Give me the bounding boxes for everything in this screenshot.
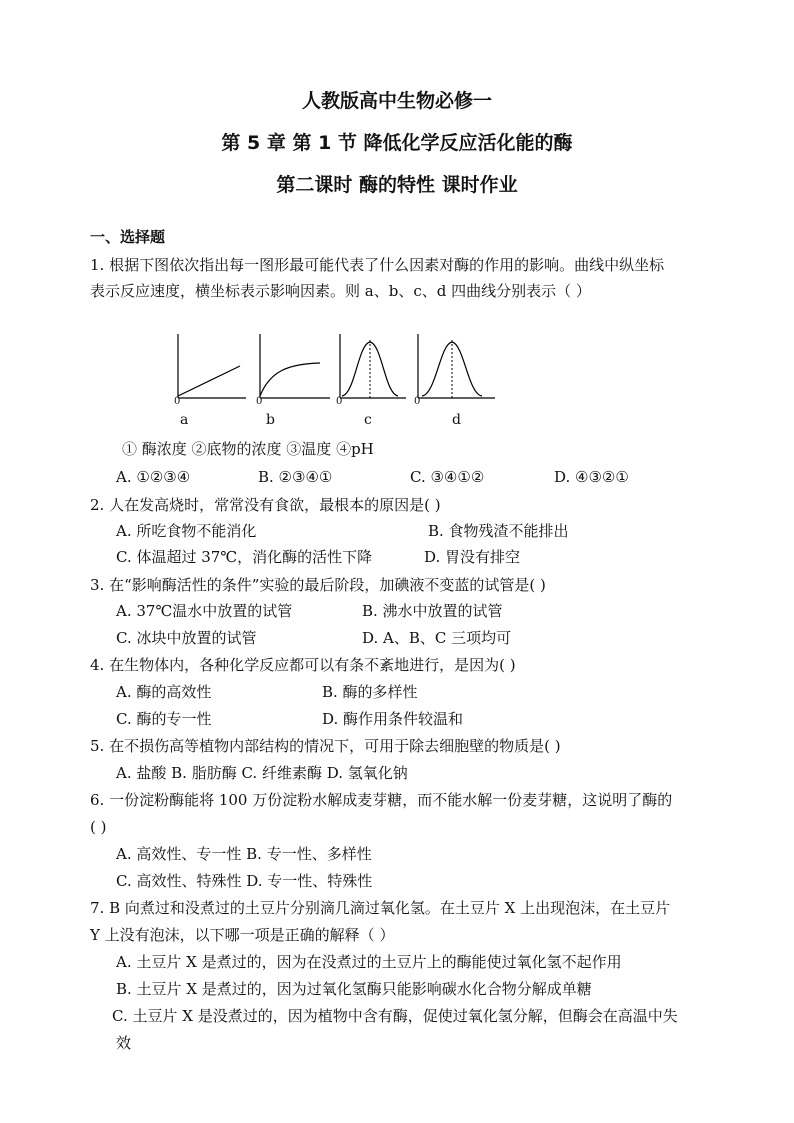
q7-option-c-line1: C. 土豆片 X 是没煮过的，因为植物中含有酶，促使过氧化氢分解，但酶会在高温中失: [112, 1007, 678, 1025]
lesson-title: 第二课时 酶的特性 课时作业: [276, 174, 518, 196]
q7-option-a: A. 土豆片 X 是煮过的，因为在没煮过的土豆片上的酶能使过氧化氢不起作用: [116, 953, 622, 971]
chapter-title: 第 5 章 第 1 节 降低化学反应活化能的酶: [221, 132, 573, 154]
graph-label-d: d: [452, 412, 461, 428]
q6-options-row2: C. 高效性、特殊性 D. 专一性、特殊性: [116, 872, 373, 890]
graph-b: [260, 334, 330, 398]
q3-stem: 3. 在“影响酶活性的条件”实验的最后阶段，加碘液不变蓝的试管是( ): [90, 576, 546, 594]
q4-stem: 4. 在生物体内，各种化学反应都可以有条不紊地进行，是因为( ): [90, 656, 516, 674]
graph-a: [178, 334, 246, 398]
q2-option-b: B. 食物残渣不能排出: [428, 522, 569, 540]
graph-d: [418, 334, 495, 398]
q7-option-c-line2: 效: [116, 1034, 132, 1052]
graph-label-a: a: [180, 412, 189, 428]
q2-option-c: C. 体温超过 37℃，消化酶的活性下降: [116, 548, 373, 566]
origin-label-a: 0: [174, 396, 181, 407]
q6-options-row1: A. 高效性、专一性 B. 专一性、多样性: [116, 845, 372, 863]
q3-option-d: D. A、B、C 三项均可: [362, 629, 512, 647]
q5-stem: 5. 在不损伤高等植物内部结构的情况下，可用于除去细胞壁的物质是( ): [90, 737, 561, 755]
graph-label-b: b: [266, 412, 275, 428]
q1-figure: [170, 326, 500, 406]
q1-option-c: C. ③④①②: [410, 468, 485, 486]
q7-stem: 7. B 向煮过和没煮过的土豆片分别滴几滴过氧化氢。在土豆片 X 上出现泡沫，在土豆片: [90, 899, 671, 917]
graph-c: [340, 334, 406, 398]
q1-factors: ① 酶浓度 ②底物的浓度 ③温度 ④pH: [122, 440, 374, 458]
q1-option-d: D. ④③②①: [554, 468, 629, 486]
q3-option-c: C. 冰块中放置的试管: [116, 629, 257, 647]
origin-label-d: 0: [414, 396, 421, 407]
q2-option-a: A. 所吃食物不能消化: [116, 522, 257, 540]
curve-b-saturation: [260, 363, 320, 396]
q1-stem-line2: 表示反应速度，横坐标表示影响因素。则 a、b、c、d 四曲线分别表示（ ）: [90, 282, 591, 300]
q3-option-a: A. 37℃温水中放置的试管: [116, 602, 293, 620]
q5-options: A. 盐酸 B. 脂肪酶 C. 纤维素酶 D. 氢氧化钠: [116, 764, 408, 782]
q1-option-b: B. ②③④①: [258, 468, 333, 486]
q1-option-a: A. ①②③④: [116, 468, 191, 486]
q6-stem: 6. 一份淀粉酶能将 100 万份淀粉水解成麦芽糖，而不能水解一份麦芽糖，这说明了酶的: [90, 791, 673, 809]
section-heading: 一、选择题: [90, 228, 166, 246]
q7-stem-line2: Y 上没有泡沫，以下哪一项是正确的解释（ ）: [90, 926, 395, 944]
q2-stem: 2. 人在发高烧时，常常没有食欲，最根本的原因是( ): [90, 496, 441, 514]
q3-option-b: B. 沸水中放置的试管: [362, 602, 503, 620]
q6-stem-blank: ( ): [90, 818, 107, 836]
origin-label-b: 0: [256, 396, 263, 407]
q7-option-b: B. 土豆片 X 是煮过的，因为过氧化氢酶只能影响碳水化合物分解成单糖: [116, 980, 592, 998]
graph-label-c: c: [364, 412, 372, 428]
q4-option-b: B. 酶的多样性: [322, 683, 418, 701]
q2-option-d: D. 胃没有排空: [424, 548, 521, 566]
curve-a-line: [178, 366, 240, 396]
q1-stem-line1: 1. 根据下图依次指出每一图形最可能代表了什么因素对酶的作用的影响。曲线中纵坐标: [90, 256, 665, 274]
document-title: 人教版高中生物必修一: [301, 90, 492, 112]
q4-option-c: C. 酶的专一性: [116, 710, 212, 728]
q4-option-a: A. 酶的高效性: [116, 683, 212, 701]
origin-label-c: 0: [336, 396, 343, 407]
q4-option-d: D. 酶作用条件较温和: [322, 710, 464, 728]
